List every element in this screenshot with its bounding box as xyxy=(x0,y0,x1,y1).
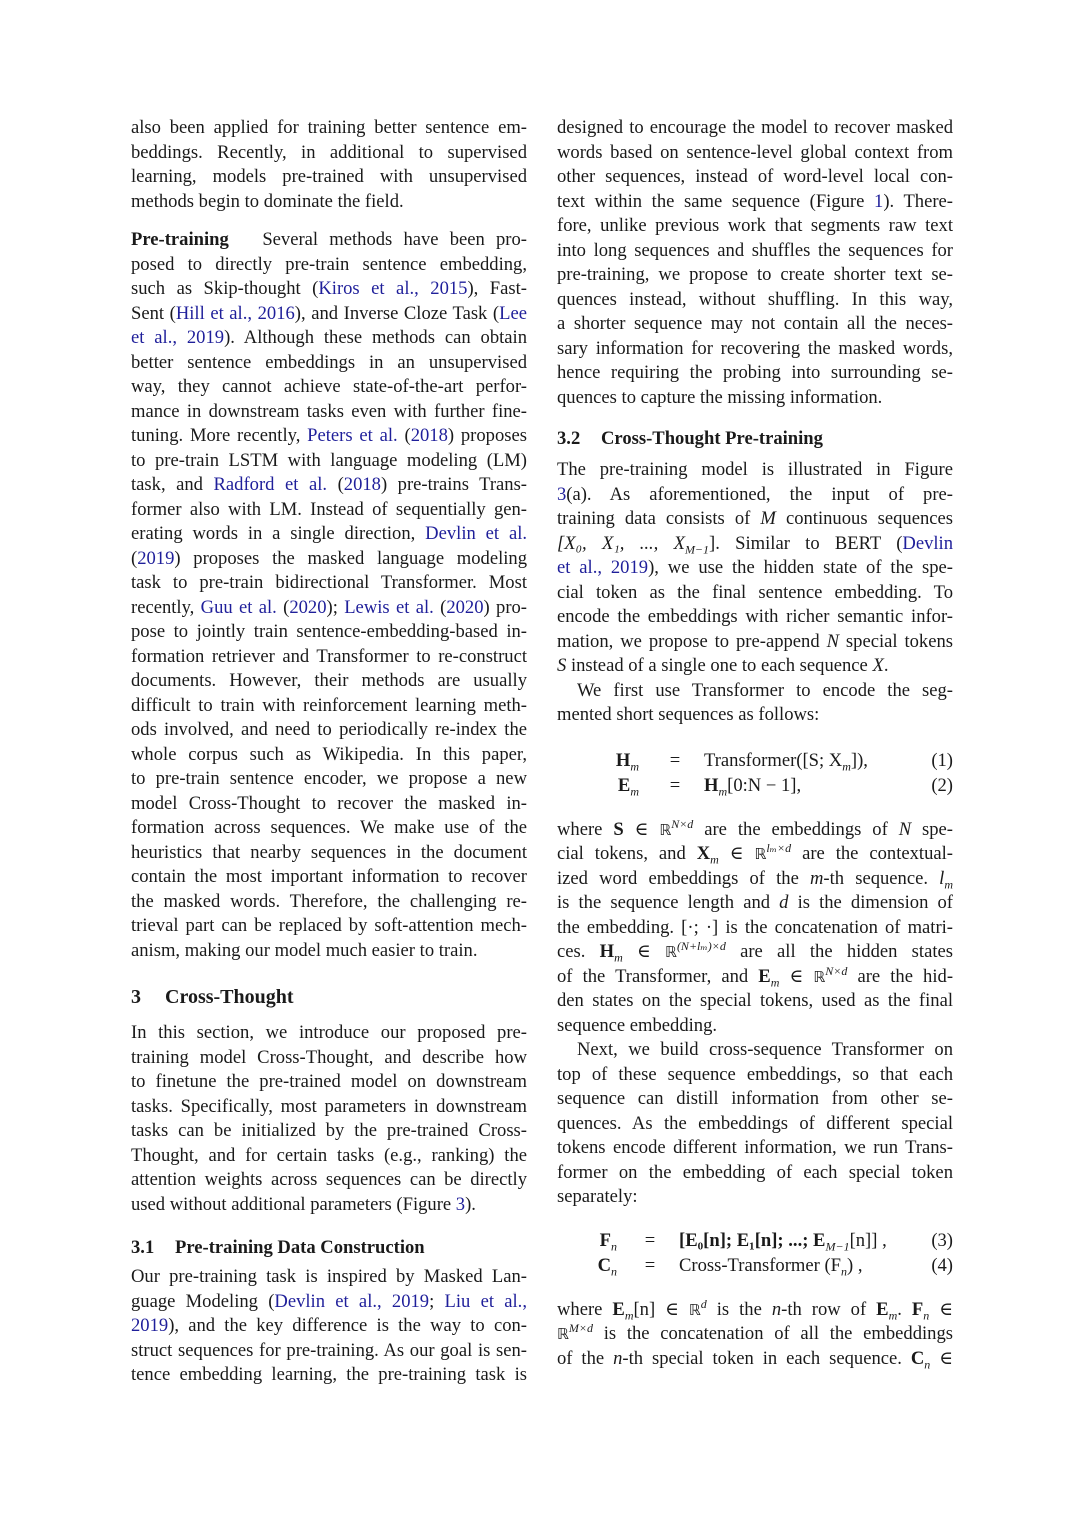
citation-link[interactable]: Devlin et al., 2019 xyxy=(274,1290,430,1312)
equation-block-1-2 xyxy=(557,748,953,798)
equation-number: (2) xyxy=(931,774,953,796)
citation-link[interactable]: Radford et al. xyxy=(213,474,328,495)
section-heading-3-2: 3.2 Cross-Thought Pre-training xyxy=(557,428,823,449)
citation-year-link[interactable]: 2018 xyxy=(343,474,381,495)
citation-link[interactable]: Devlin et al. xyxy=(425,523,528,544)
figure-ref-link[interactable]: 1 xyxy=(874,190,884,212)
pretraining-paragraph: Pre-training Several methods have been pro- posed to directly pre-train sentence embedding, such as Skip-thought (Kiros et al., 2015), Fast- Sent (Hill et al., 2016), and Inverse Cloze Task (Lee et al., 2019). Although these methods can obtain better sentence embeddings in an unsupervised way, they cannot achieve state-of-the-art perfor- mance in downstream tasks even with further fine- tuning. More recently, Peters et al. (2018) proposes to pre-train LSTM with language modeling (LM) task, and Radford et al. (2018) pre-trains Trans- former also with LM. Instead of sequentially gen- erating words in a single direction, Devlin et al. (2019) proposes the masked language modeling task to pre-train bidirectional Transformer. Most recently, Guu et al. (2020); Lewis et al. (2020) pro- pose to jointly train sentence-embedding-based in- formation retriever and Transformer to re-construct documents. However, their methods are usually difficult to train with reinforcement learning meth- ods involved, and need to periodically re-index the whole corpus such as Wikipedia. In this paper, to pre-train sentence encoder, we propose a new model Cross-Thought to recover the masked in- formation across sequences. We make use of the heuristics that nearby sequences in the document contain the most important information to recover the masked words. Therefore, the challenging re- trieval part can be replaced by soft-attention mech- anism, making our model much easier to train. xyxy=(131,229,528,961)
citation-link[interactable]: Kiros et al., 2015 xyxy=(318,278,468,299)
citation-year-link[interactable]: 2019 xyxy=(131,1315,169,1336)
left-column xyxy=(131,116,527,1388)
text-line: also been applied for training better sentence em- xyxy=(131,117,527,138)
citation-link[interactable]: Peters et al. xyxy=(307,425,398,446)
citation-year-link[interactable]: 2020 xyxy=(289,596,327,618)
section-3-1-paragraph: Our pre-training task is inspired by Masked Lan- guage Modeling (Devlin et al., 2019; Liu et al., 2019), and the key difference is the way to con- struct sequences for pre-training. As our goal is sen- tence embedding learning, the pre-training task is xyxy=(131,1266,527,1385)
equation-4: $C_n$ = Cross-Transformer $(F_n)$ , (4) xyxy=(597,1254,953,1279)
equation-number: (1) xyxy=(931,749,953,771)
where-paragraph-2: where $E_m[n]$ ∈ ℝ$^d$ is the n-th row of $E_m$. $F_n$ ∈ ℝ$^{M\times d}$ is the concatenation of all the embeddings of the n-th special token in each sequence. $C_n$ ∈ xyxy=(557,1296,953,1372)
citation-link[interactable]: Hill et al., 2016 xyxy=(175,302,295,324)
citation-link[interactable]: et al., 2019 xyxy=(557,557,649,578)
text-line: learning, models pre-trained with unsupervised xyxy=(131,166,527,187)
section-heading-3-1: 3.1 Pre-training Data Construction xyxy=(131,1237,425,1258)
right-column xyxy=(557,116,953,1371)
citation-link[interactable]: Guu et al. xyxy=(200,596,277,618)
equation-number: (3) xyxy=(931,1229,953,1251)
citation-year-link[interactable]: 2018 xyxy=(410,425,448,446)
text-line: beddings. Recently, in additional to supervised xyxy=(131,141,527,163)
citation-link[interactable]: Lewis et al. xyxy=(344,596,434,618)
equation-3: $F_n$ = [E₀[n]; E₁[n]; ...; $E_{M-1}[n]$] , (3) xyxy=(599,1229,953,1254)
figure-ref-link[interactable]: 3 xyxy=(455,1193,466,1215)
citation-link[interactable]: Lee xyxy=(499,302,527,324)
section-3-2-paragraph: The pre-training model is illustrated in Figure 3(a). As aforementioned, the input of pre- training data consists of M continuous sequences [X₀, X₁, ..., $X_{M-1}$]. Similar to BERT (Devlin et al., 2019), we use the hidden state of the spe- cial token as the final sentence embedding. To encode the embeddings with richer semantic infor- mation, we propose to pre-append N special tokens S instead of a single one to each sequence X. We first use Transformer to encode the seg- mented short sequences as follows: xyxy=(557,459,954,725)
citation-link[interactable]: Devlin xyxy=(902,532,954,554)
citation-link[interactable]: Liu et al., xyxy=(444,1290,527,1312)
citation-year-link[interactable]: 2020 xyxy=(446,596,484,618)
equation-2: $E_m$ = $H_m[0:N - 1]$, (2) xyxy=(617,774,953,799)
where-paragraph-1: where S ∈ ℝ$^{N\times d}$ are the embeddings of N spe- cial tokens, and $X_m$ ∈ ℝ$^{l_m\times d}$ are the contextual- ized word embeddings of the m-th sequence. $l_m$ is the sequence length and d is the dimension of the embedding. [·; ·] is the concatenation of matri- ces. $H_m$ ∈ ℝ$^{(N+l_m)\times d}$ are all the hidden states of the Transformer, and $E_m$ ∈ ℝ$^{N\times d}$ are the hid- den states on the special tokens, used as the final sequence embedding. xyxy=(557,816,954,1036)
section-heading-3: 3 Cross-Thought xyxy=(131,986,294,1008)
equation-block-3-4 xyxy=(557,1228,953,1278)
citation-link[interactable]: et al., 2019 xyxy=(131,327,225,348)
text-line: methods begin to dominate the field. xyxy=(131,190,404,212)
equation-number: (4) xyxy=(931,1254,953,1276)
section-3-paragraph: In this section, we introduce our proposed pre- training model Cross-Thought, and describe how to finetune the pre-trained model on downstream tasks. Specifically, most parameters in downstream tasks can be initialized by the pre-trained Cross- Thought, and for certain tasks (e.g., ranking) the attention weights across sequences can be directly used without additional parameters (Figure 3). xyxy=(131,1022,527,1215)
continued-paragraph: designed to encourage the model to recover masked words based on sentence-level global context from other sequences, instead of word-level local con- text within the same sequence (Figure 1). There- fore, unlike previous work that segments raw text into long sequences and shuffles the sequences for pre-training, we propose to create shorter text se- quences instead, without shuffling. In this way, a shorter sequence may not contain all the neces- sary information for recovering the masked words, hence requiring the probing into surrounding se- quences to capture the missing information. xyxy=(557,117,953,408)
paragraph-heading: Pre-training xyxy=(131,229,229,250)
next-paragraph: Next, we build cross-sequence Transformer on top of these sequence embeddings, so that each sequence can distill information from other se- quences. As the embeddings of different special tokens encode different information, we run Trans- former on the embedding of each special token separately: xyxy=(557,1039,953,1207)
figure-ref-link[interactable]: 3 xyxy=(557,483,567,505)
citation-year-link[interactable]: 2019 xyxy=(137,547,175,569)
equation-1: $H_m$ = Transformer([S; $X_m$]), (1) xyxy=(615,749,953,774)
